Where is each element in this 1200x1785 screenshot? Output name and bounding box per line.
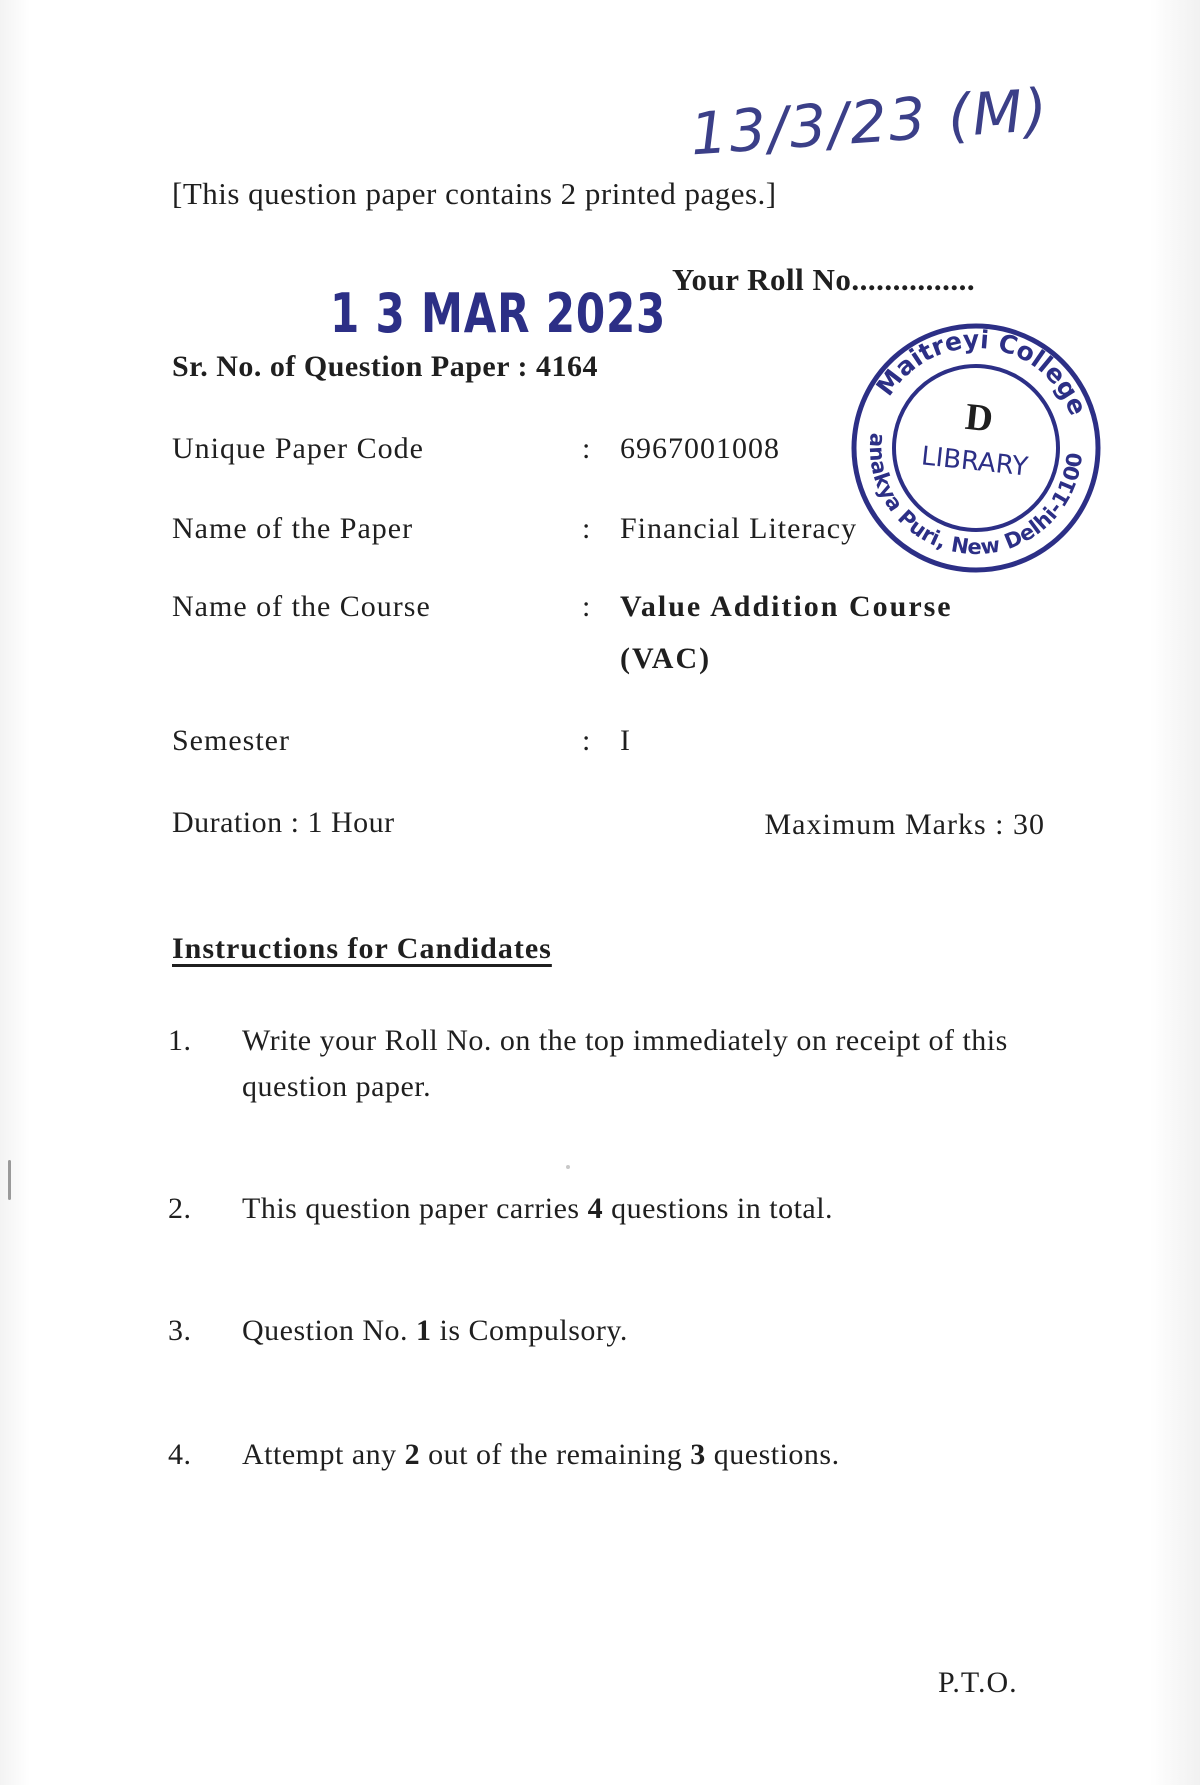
instruction-number: 1. (168, 1024, 192, 1057)
field-label: Name of the Course (172, 590, 431, 623)
field-value: I (620, 724, 631, 757)
field-separator: : (582, 724, 592, 757)
field-label: Unique Paper Code (172, 432, 424, 465)
stamp-letter: D (963, 395, 995, 441)
instruction-number: 3. (168, 1314, 192, 1347)
field-value: Financial Literacy (620, 512, 858, 545)
instruction-text: Write your Roll No. on the top immediately on receipt of this question paper. (242, 1024, 1008, 1103)
instructions-title: Instructions for Candidates (172, 932, 552, 965)
date-stamp: 1 3 MAR 2023 (330, 282, 667, 345)
field-value-line2: (VAC) (620, 642, 712, 675)
scan-speck (566, 1165, 570, 1169)
instruction-text: Question No. 1 is Compulsory. (242, 1314, 628, 1347)
sr-no: Sr. No. of Question Paper : 4164 (172, 350, 599, 383)
instruction-text: This question paper carries 4 questions in total. (242, 1192, 834, 1225)
field-label: Semester (172, 724, 290, 757)
instruction-text: Attempt any 2 out of the remaining 3 questions. (242, 1438, 840, 1471)
instruction-number: 2. (168, 1192, 192, 1225)
instruction-number: 4. (168, 1438, 192, 1471)
maximum-marks: Maximum Marks : 30 (764, 808, 1045, 841)
field-separator: : (582, 512, 592, 545)
duration: Duration : 1 Hour (172, 806, 395, 839)
scan-mark (8, 1160, 11, 1200)
library-stamp (835, 307, 1116, 588)
stamp-bottom-text: Chanakya Puri, New Delhi-110021 (864, 432, 1088, 560)
field-value: 6967001008 (620, 432, 780, 465)
field-value: Value Addition Course (620, 590, 953, 623)
library-stamp-icon (835, 307, 1116, 588)
field-separator: : (582, 590, 592, 623)
pto-label: P.T.O. (938, 1666, 1018, 1699)
field-label: Name of the Paper (172, 512, 414, 545)
header-note: [This question paper contains 2 printed pages.] (172, 176, 777, 211)
stamp-center-text: LIBRARY (919, 441, 1030, 483)
field-separator: : (582, 432, 592, 465)
handwritten-date: 13/3/23 (M) (688, 75, 1052, 169)
stamp-top-text: Maitreyi College (870, 324, 1093, 420)
roll-no-label: Your Roll No............... (672, 262, 976, 297)
